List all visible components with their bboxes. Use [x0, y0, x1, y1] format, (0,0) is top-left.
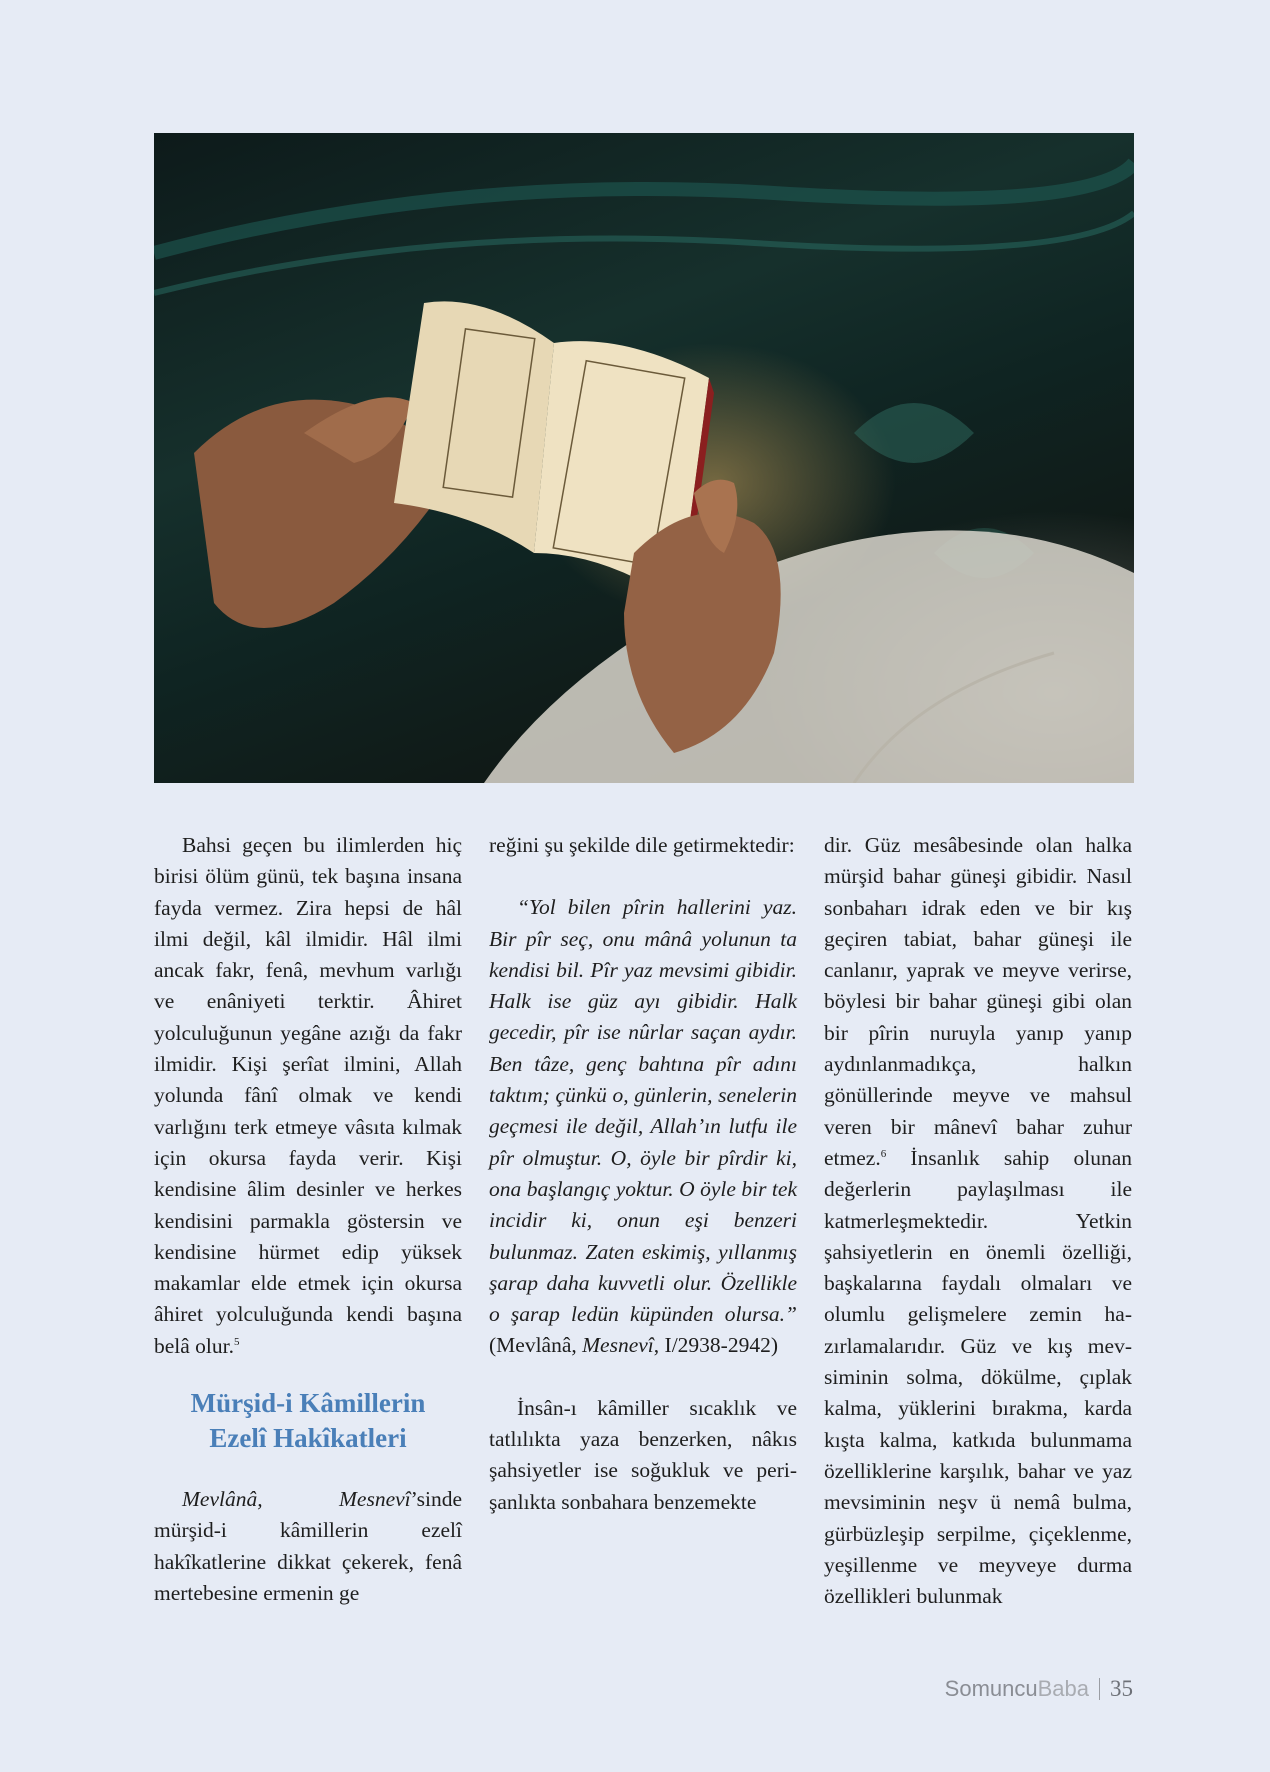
column-2 — [489, 830, 797, 1518]
body-paragraph: reğini şu şekilde dile getirmektedir: — [489, 833, 795, 857]
heading-line-2: Ezelî Hakîkatleri — [209, 1423, 407, 1454]
paragraph-text: İnsanlık sahip olunan değerlerin paylaşılması ile katmerleşmektedir. Yetkin şahsiyetlerin en önemli özelliği, başkalarına faydalı olmaları ve olumlu gelişmelere zemin hazırlamalarıdır. Güz ve kış mevsiminin solma, dökülme, çıplak kalma, yüklerini bırakma, karda kışta kalma, katkıda bulunmama özelliklerine karşılık, bahar ve yaz mevsiminin neşv ü nemâ bulma, gürbüzleşip serpilme, çiçeklenme, yeşillenme ve meyveye durma özellikleri bulunmak — [824, 1145, 1132, 1609]
column-1 — [154, 830, 462, 1609]
book-title: Mevlânâ, Mesnevî — [182, 1487, 411, 1512]
section-heading — [154, 1386, 462, 1456]
body-paragraph — [154, 830, 462, 1362]
paragraph-text: Bahsi geçen bu ilimlerden hiç birisi ölüm günü, tek başına insana fayda vermez. Zira hepsi de hâl ilmi değil, kâl ilmidir. Hâl ilmi ancak fakr, fenâ, mevhum varlığı ve enâniyeti terktir. Âhiret yolculuğunun yegâne azığı da fakr ilmidir. Kişi şerîat ilmini, Allah yolunda fânî olmak ve kendi varlığını terk etmeye vâsıta kılmak için okursa fayda verir. Kişi kendisine âlim desinler ve herkes kendisini parmakla göstersin ve kendisine hürmet edip yüksek makamlar elde etmek için okursa âhiret yolculuğunda kendi başına belâ olur. — [154, 833, 462, 1358]
body-paragraph: İnsân-ı kâmiller sıcaklık ve tatlılıkta yaza benzerken, nâkıs şahsiyetler ise soğukluk ve perişanlıkta sonbahara benzemekte — [489, 1395, 797, 1514]
citation-title: Mesnevî — [582, 1333, 654, 1358]
footnote-marker: 6 — [880, 1147, 887, 1160]
paragraph-text: ’sinde mürşid-i kâmillerin ezelî hakîkatlerine dikkat çekerek, fenâ mertebesine ermenin ge — [154, 1487, 462, 1605]
heading-line-1: Mürşid-i Kâmillerin — [190, 1388, 426, 1419]
column-3 — [824, 830, 1132, 1612]
body-paragraph — [154, 1484, 462, 1609]
quran-reading-illustration — [154, 133, 1134, 783]
footnote-marker: 5 — [234, 1335, 240, 1348]
quote-text: “Yol bilen pîrin hallerini yaz. Bir pîr seç, onu mânâ yolunun ta kendisi bil. Pîr yaz mevsimi gibidir. Halk ise güz ayı gibidir. Halk gecedir, pîr ise nûrlar saçan aydır. Ben tâze, genç bahtına pîr adını taktım; çünkü o, günlerin, senelerin geçmesi ile değil, Allah’ın lutfu ile pîr olmuştur. O, öyle bir pîrdir ki, ona başlangıç yoktur. O öyle bir tek incidir ki, onun eşi benzeri bulunmaz. Zaten eskimiş, yıllanmış şarap daha kuvvetli olur. Özellikle o şarap ledün küpünden olursa.” — [489, 895, 797, 1327]
page-number: 35 — [1110, 1676, 1133, 1701]
footer-divider — [1099, 1678, 1100, 1700]
logo-part-1: Somuncu — [944, 1676, 1038, 1701]
paragraph-text: dir. Güz mesâbesinde olan halka mürşid bahar güneşi gibidir. Nasıl sonbaharı idrak eden ve bir kış geçiren tabiat, bahar güneşi ile canlanır, yaprak ve meyve verirse, böylesi bir bahar güneşi gibi olan bir pîrin nuruyla yanıp yanıp aydınlanmadıkça, halkın gönüllerinde meyve ve mahsul veren bir mânevî bahar zuhur etmez. — [824, 833, 1132, 1170]
page-footer — [945, 1676, 1133, 1702]
citation-text: (Mevlânâ, — [489, 1333, 583, 1358]
magazine-logo — [945, 1676, 1089, 1702]
body-paragraph — [824, 830, 1132, 1612]
citation-ref: , I/2938-2942) — [653, 1333, 778, 1358]
article-photo — [154, 133, 1134, 783]
quote-paragraph — [489, 892, 797, 1361]
logo-part-2: Baba — [1037, 1676, 1089, 1701]
